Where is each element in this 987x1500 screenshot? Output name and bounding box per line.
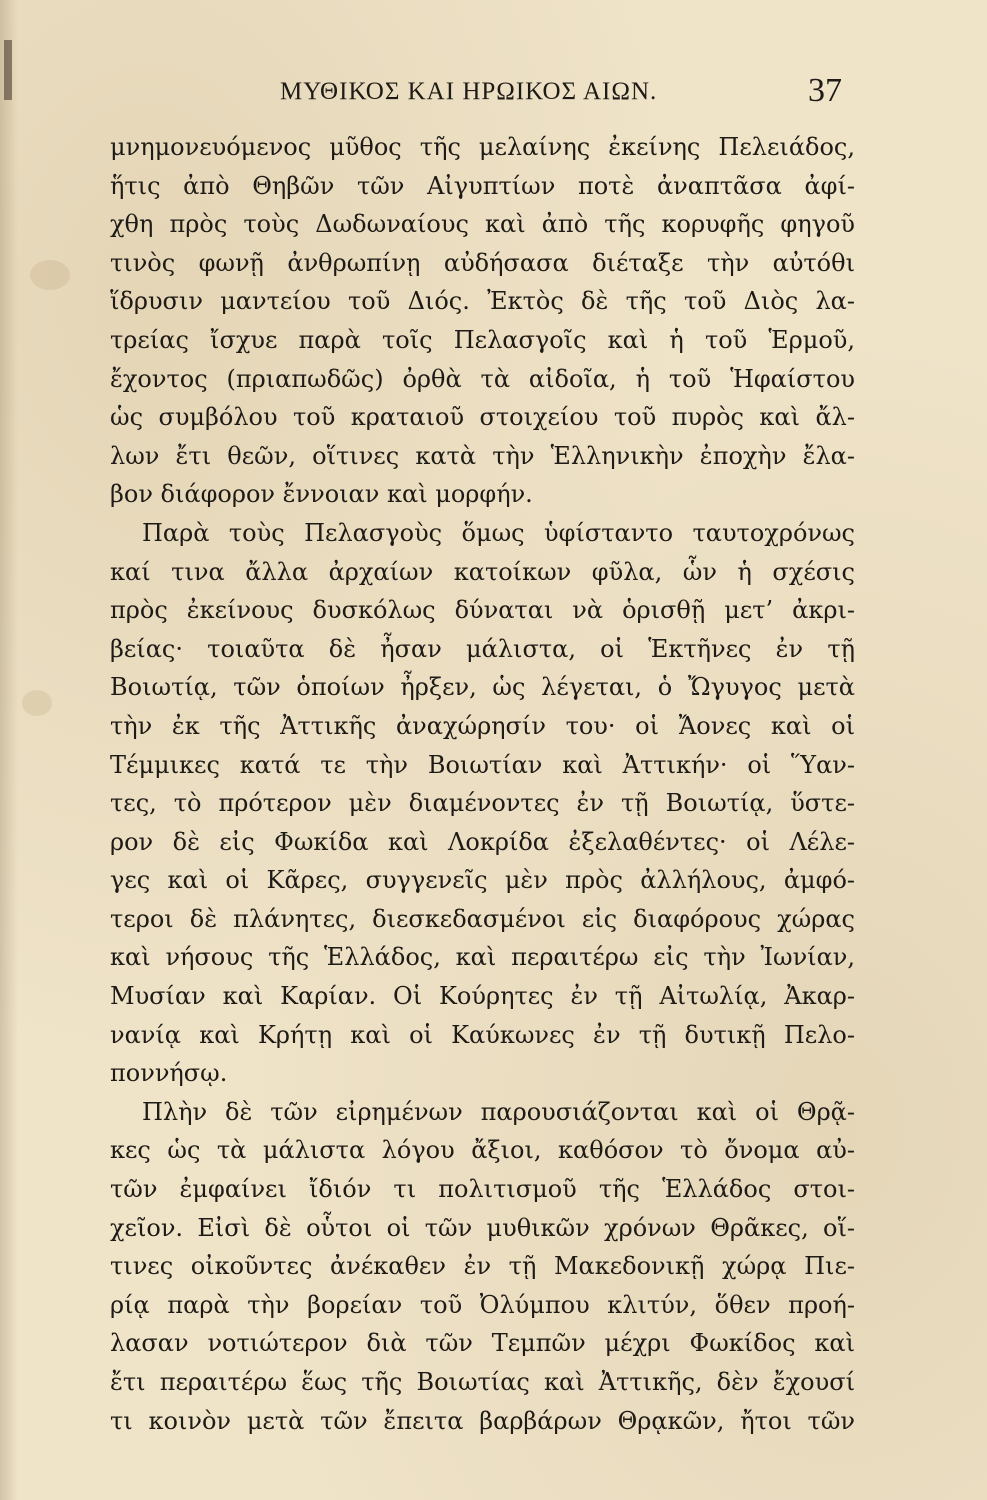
text-line: τες, τὸ πρότερον μὲν διαμένοντες ἐν τῇ Βοιωτίᾳ, ὕστε- — [110, 789, 855, 818]
text-line: τὴν ἐκ τῆς Ἀττικῆς ἀναχώρησίν του· οἱ Ἄονες καὶ οἱ — [110, 711, 855, 740]
paper-stain — [30, 260, 70, 290]
text-line: ἵδρυσιν μαντείου τοῦ Διός. Ἐκτὸς δὲ τῆς τοῦ Διὸς λα- — [110, 287, 855, 316]
text-line: πρὸς ἐκείνους δυσκόλως δύναται νὰ ὁρισθῇ μετ’ ἀκρι- — [110, 596, 855, 625]
text-line: καί τινα ἄλλα ἀρχαίων κατοίκων φῦλα, ὧν ἡ σχέσις — [110, 557, 855, 586]
text-line: τινὸς φωνῇ ἀνθρωπίνῃ αὐδήσασα διέταξε τὴν αὐτόθι — [110, 248, 855, 277]
text-line: βον διάφορον ἔννοιαν καὶ μορφήν. — [110, 480, 533, 509]
text-line: μνημονευόμενος μῦθος τῆς μελαίνης ἐκείνης Πελειάδος, — [110, 133, 855, 161]
text-line: ἔτι περαιτέρω ἕως τῆς Βοιωτίας καὶ Ἀττικῆς, δὲν ἔχουσί — [110, 1368, 855, 1396]
text-line: τῶν ἐμφαίνει ἴδιόν τι πολιτισμοῦ τῆς Ἑλλάδος στοι- — [110, 1175, 855, 1204]
text-line: χεῖον. Εἰσὶ δὲ οὗτοι οἱ τῶν μυθικῶν χρόνων Θρᾶκες, οἵ- — [110, 1213, 855, 1242]
paper-stain — [22, 690, 52, 716]
text-line: καὶ νήσους τῆς Ἑλλάδος, καὶ περαιτέρω εἰς τὴν Ἰωνίαν, — [110, 943, 855, 972]
text-line: χθη πρὸς τοὺς Δωδωναίους καὶ ἀπὸ τῆς κορυφῆς φηγοῦ — [110, 210, 855, 239]
text-line: ρίᾳ παρὰ τὴν βορείαν τοῦ Ὀλύμπου κλιτύν, ὅθεν προή- — [110, 1290, 855, 1319]
body-text — [110, 128, 855, 1440]
text-line: ρον δὲ εἰς Φωκίδα καὶ Λοκρίδα ἐξελαθέντες· οἱ Λέλε- — [110, 827, 855, 856]
text-line: τεροι δὲ πλάνητες, διεσκεδασμένοι εἰς διαφόρους χώρας — [110, 904, 855, 933]
text-line: ποννήσῳ. — [110, 1059, 228, 1088]
text-line: βείας· τοιαῦτα δὲ ἦσαν μάλιστα, οἱ Ἑκτῆνες ἐν τῇ — [110, 634, 855, 663]
text-line: λασαν νοτιώτερον διὰ τῶν Τεμπῶν μέχρι Φωκίδος καὶ — [110, 1329, 855, 1358]
text-line: λων ἔτι θεῶν, οἵτινες κατὰ τὴν Ἑλληνικὴν ἐποχὴν ἔλα- — [110, 441, 855, 470]
text-line: Μυσίαν καὶ Καρίαν. Οἱ Κούρητες ἐν τῇ Αἰτωλίᾳ, Ἀκαρ- — [110, 982, 855, 1011]
text-line: νανίᾳ καὶ Κρήτῃ καὶ οἱ Καύκωνες ἐν τῇ δυτικῇ Πελο- — [110, 1020, 855, 1049]
text-line: Παρὰ τοὺς Πελασγοὺς ὅμως ὑφίσταντο ταυτοχρόνως — [142, 518, 855, 547]
text-line: Βοιωτίᾳ, τῶν ὁποίων ἦρξεν, ὡς λέγεται, ὁ Ὤγυγος μετὰ — [110, 673, 855, 702]
text-line: τι κοινὸν μετὰ τῶν ἔπειτα βαρβάρων Θρᾳκῶν, ἤτοι τῶν — [110, 1406, 855, 1435]
running-head — [0, 72, 987, 116]
page-number: 37 — [808, 72, 842, 109]
text-line: γες καὶ οἱ Κᾶρες, συγγενεῖς μὲν πρὸς ἀλλήλους, ἀμφό- — [110, 866, 855, 895]
text-line: Τέμμικες κατά τε τὴν Βοιωτίαν καὶ Ἀττικήν· οἱ Ὕαν- — [110, 750, 855, 779]
text-line: κες ὡς τὰ μάλιστα λόγου ἄξιοι, καθόσον τὸ ὄνομα αὐ- — [110, 1136, 855, 1165]
text-line: Πλὴν δὲ τῶν εἰρημένων παρουσιάζονται καὶ οἱ Θρᾷ- — [142, 1097, 855, 1126]
text-line: ἔχοντος (πριαπωδῶς) ὀρθὰ τὰ αἰδοῖα, ἡ τοῦ Ἡφαίστου — [110, 364, 855, 393]
text-line: ἥτις ἀπὸ Θηβῶν τῶν Αἰγυπτίων ποτὲ ἀναπτᾶσα ἀφί- — [110, 171, 855, 200]
running-title: ΜΥΘΙΚΟΣ ΚΑΙ ΗΡΩΙΚΟΣ ΑΙΩΝ. — [280, 78, 658, 105]
text-line: τινες οἰκοῦντες ἀνέκαθεν ἐν τῇ Μακεδονικῇ χώρᾳ Πιε- — [110, 1252, 855, 1281]
text-line: ὡς συμβόλου τοῦ κραταιοῦ στοιχείου τοῦ πυρὸς καὶ ἄλ- — [110, 403, 855, 432]
text-line: τρείας ἴσχυε παρὰ τοῖς Πελασγοῖς καὶ ἡ τοῦ Ἑρμοῦ, — [110, 325, 855, 354]
